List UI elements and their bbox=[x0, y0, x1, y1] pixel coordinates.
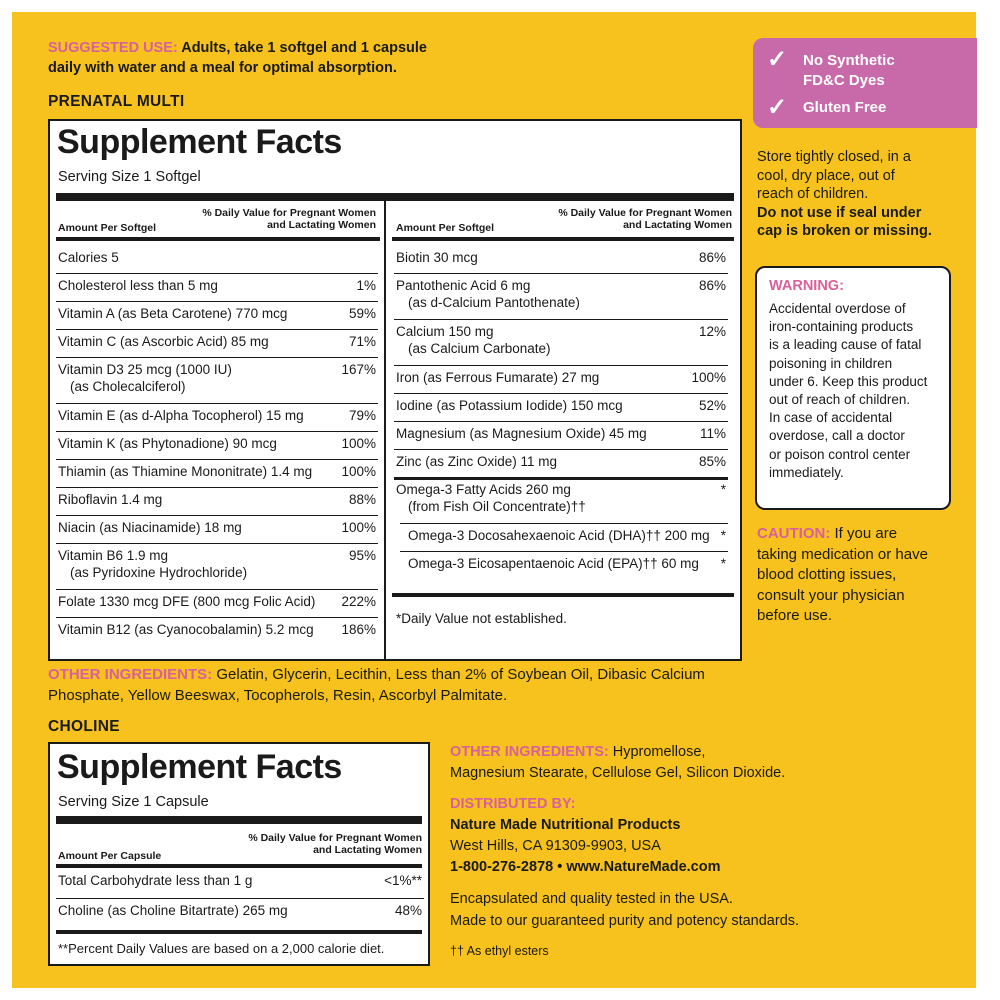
storage-line-2: cool, dry place, out of bbox=[757, 167, 895, 184]
storage-line-1: Store tightly closed, in a bbox=[757, 149, 911, 165]
prenatal-right-dv-header bbox=[522, 207, 732, 231]
prenatal-right-nutrient-name: Pantothenic Acid 6 mg bbox=[396, 278, 531, 293]
prenatal-left-row bbox=[58, 593, 376, 617]
prenatal-right-nutrient-name: Magnesium (as Magnesium Oxide) 45 mg bbox=[396, 426, 647, 441]
prenatal-right-nutrient-name: Iron (as Ferrous Fumarate) 27 mg bbox=[396, 370, 600, 385]
prenatal-footnote-text: *Daily Value not established. bbox=[396, 611, 567, 626]
choline-dv-header-1: % Daily Value for Pregnant Women bbox=[248, 832, 422, 844]
prenatal-right-row-divider bbox=[400, 551, 728, 552]
warning-line: immediately. bbox=[769, 464, 844, 480]
prenatal-left-daily-value: 88% bbox=[348, 492, 376, 507]
prenatal-left-row-divider bbox=[56, 403, 378, 404]
caution-line-4: consult your physician bbox=[757, 586, 905, 604]
other-ingredients-choline-text-2: Magnesium Stearate, Cellulose Gel, Silicon Dioxide. bbox=[450, 765, 786, 781]
prenatal-left-row-divider bbox=[56, 543, 378, 544]
prenatal-right-nutrient-name: Omega-3 Fatty Acids 260 mg bbox=[396, 482, 571, 497]
free-from-badge bbox=[753, 38, 977, 128]
prenatal-left-daily-value: 167% bbox=[341, 362, 376, 377]
prenatal-right-nutrient-name: Omega-3 Eicosapentaenoic Acid (EPA)†† 60 mg bbox=[408, 556, 699, 571]
prenatal-left-nutrient-name: Vitamin B6 1.9 mg bbox=[58, 548, 169, 563]
badge-gluten-free: Gluten Free bbox=[803, 99, 887, 116]
prenatal-left-daily-value: 95% bbox=[348, 548, 376, 563]
prenatal-facts-panel bbox=[48, 119, 742, 661]
prenatal-left-row-divider bbox=[56, 329, 378, 330]
prenatal-right-nutrient-source: (as d-Calcium Pantothenate) bbox=[408, 295, 580, 310]
warning-line: iron-containing products bbox=[769, 319, 914, 335]
prenatal-left-row-divider bbox=[56, 357, 378, 358]
prenatal-left-row bbox=[58, 547, 376, 589]
prenatal-left-row-divider bbox=[56, 617, 378, 618]
quality-line-1: Encapsulated and quality tested in the USA. bbox=[450, 891, 733, 907]
distributor-block bbox=[450, 794, 950, 878]
caution-line-5: before use. bbox=[757, 607, 833, 624]
other-ingredients-choline bbox=[450, 742, 950, 784]
prenatal-right-row bbox=[396, 397, 726, 421]
other-ingredients-choline-label: OTHER INGREDIENTS: bbox=[450, 744, 609, 760]
prenatal-left-nutrient-name: Thiamin (as Thiamine Mononitrate) 1.4 mg bbox=[58, 464, 313, 479]
badge-no-synthetic: No Synthetic bbox=[803, 52, 895, 69]
choline-nutrient-name: Total Carbohydrate less than 1 g bbox=[58, 873, 253, 888]
suggested-use-label: SUGGESTED USE: bbox=[48, 40, 178, 56]
prenatal-right-row-divider bbox=[400, 523, 728, 524]
seal-warning-line-1: Do not use if seal under bbox=[757, 204, 922, 221]
choline-row bbox=[58, 872, 422, 898]
prenatal-right-daily-value: * bbox=[720, 556, 726, 571]
prenatal-left-dv-header bbox=[166, 207, 376, 231]
quality-statement bbox=[450, 888, 970, 932]
caution-label: CAUTION: bbox=[757, 525, 831, 542]
prenatal-left-daily-value: 100% bbox=[341, 464, 376, 479]
prenatal-left-nutrient-name: Riboflavin 1.4 mg bbox=[58, 492, 163, 507]
prenatal-left-row-divider bbox=[56, 515, 378, 516]
prenatal-right-row bbox=[396, 369, 726, 393]
prenatal-left-row-divider bbox=[56, 273, 378, 274]
warning-line: Accidental overdose of bbox=[769, 301, 906, 316]
prenatal-column-divider bbox=[384, 201, 386, 659]
prenatal-right-row bbox=[396, 453, 726, 477]
prenatal-right-row bbox=[396, 481, 726, 523]
prenatal-right-row-divider bbox=[394, 477, 728, 480]
prenatal-right-daily-value: * bbox=[720, 528, 726, 543]
choline-row bbox=[58, 902, 422, 928]
caution-line-2: taking medication or have bbox=[757, 545, 928, 563]
prenatal-thick-rule bbox=[56, 193, 734, 201]
prenatal-left-nutrient-name: Vitamin B12 (as Cyanocobalamin) 5.2 mcg bbox=[58, 622, 314, 637]
other-ingredients-prenatal-label: OTHER INGREDIENTS: bbox=[48, 666, 213, 683]
choline-nutrient-name: Choline (as Choline Bitartrate) 265 mg bbox=[58, 903, 288, 918]
prenatal-left-daily-value: 222% bbox=[341, 594, 376, 609]
prenatal-left-row-divider bbox=[56, 431, 378, 432]
prenatal-right-header-rule bbox=[392, 237, 734, 241]
prenatal-left-row bbox=[58, 463, 376, 487]
prenatal-left-nutrient-name: Vitamin K (as Phytonadione) 90 mcg bbox=[58, 436, 277, 451]
choline-row-divider bbox=[56, 898, 424, 899]
choline-dv-header-2: and Lactating Women bbox=[313, 844, 422, 856]
prenatal-left-row bbox=[58, 277, 376, 301]
choline-section-title: CHOLINE bbox=[48, 718, 120, 735]
iron-warning-box bbox=[755, 266, 951, 510]
prenatal-right-row-divider bbox=[394, 273, 728, 274]
prenatal-left-nutrient-name: Vitamin D3 25 mcg (1000 IU) bbox=[58, 362, 232, 377]
caution-line-3: blood clotting issues, bbox=[757, 566, 897, 583]
caution-line-1: If you are bbox=[834, 525, 898, 542]
prenatal-left-row bbox=[58, 491, 376, 515]
caution-text bbox=[757, 524, 957, 627]
checkmark-icon: ✓ bbox=[767, 46, 788, 73]
prenatal-left-dv-header-1: % Daily Value for Pregnant Women bbox=[202, 207, 376, 219]
warning-line: out of reach of children. bbox=[769, 392, 911, 408]
prenatal-left-row bbox=[58, 305, 376, 329]
prenatal-left-row-divider bbox=[56, 589, 378, 590]
prenatal-left-nutrient-name: Niacin (as Niacinamide) 18 mg bbox=[58, 520, 242, 535]
prenatal-right-daily-value: 86% bbox=[698, 250, 726, 265]
checkmark-icon: ✓ bbox=[767, 94, 788, 121]
prenatal-left-nutrient-name: Vitamin A (as Beta Carotene) 770 mcg bbox=[58, 306, 288, 321]
prenatal-left-row bbox=[58, 519, 376, 543]
warning-line: under 6. Keep this product bbox=[769, 373, 928, 389]
prenatal-right-nutrient-name: Iodine (as Potassium Iodide) 150 mcg bbox=[396, 398, 623, 413]
prenatal-left-daily-value: 79% bbox=[348, 408, 376, 423]
prenatal-left-daily-value: 71% bbox=[348, 334, 376, 349]
prenatal-right-daily-value: 86% bbox=[698, 278, 726, 293]
suggested-use bbox=[48, 38, 488, 78]
choline-daily-value: 48% bbox=[394, 903, 422, 918]
prenatal-left-nutrient-name: Cholesterol less than 5 mg bbox=[58, 278, 218, 293]
prenatal-left-header-rule bbox=[56, 237, 380, 241]
prenatal-right-daily-value: 85% bbox=[698, 454, 726, 469]
storage-instructions bbox=[757, 148, 957, 241]
warning-line: or poison control center bbox=[769, 446, 911, 462]
prenatal-facts-title: Supplement Facts bbox=[57, 123, 342, 161]
prenatal-left-amount-header: Amount Per Softgel bbox=[58, 222, 157, 234]
prenatal-right-amount-header: Amount Per Softgel bbox=[396, 222, 495, 234]
choline-footnote-rule bbox=[56, 930, 422, 934]
prenatal-right-daily-value: * bbox=[720, 482, 726, 497]
prenatal-left-row bbox=[58, 361, 376, 403]
prenatal-right-row-divider bbox=[394, 393, 728, 394]
prenatal-footnote-rule bbox=[392, 593, 734, 597]
prenatal-right-nutrient-name: Biotin 30 mcg bbox=[396, 250, 478, 265]
other-ingredients-prenatal bbox=[48, 664, 748, 706]
prenatal-left-row bbox=[58, 249, 376, 273]
prenatal-right-daily-value: 12% bbox=[698, 324, 726, 339]
prenatal-left-row-divider bbox=[56, 487, 378, 488]
prenatal-left-daily-value: 1% bbox=[356, 278, 376, 293]
prenatal-left-row bbox=[58, 407, 376, 431]
prenatal-right-row bbox=[396, 425, 726, 449]
warning-line: is a leading cause of fatal bbox=[769, 337, 922, 353]
choline-amount-header: Amount Per Capsule bbox=[58, 850, 162, 862]
seal-warning-line-2: cap is broken or missing. bbox=[757, 223, 932, 239]
prenatal-right-nutrient-name: Omega-3 Docosahexaenoic Acid (DHA)†† 200 mg bbox=[408, 528, 710, 543]
prenatal-left-daily-value: 59% bbox=[348, 306, 376, 321]
prenatal-right-daily-value: 100% bbox=[691, 370, 726, 385]
prenatal-left-nutrient-name: Vitamin C (as Ascorbic Acid) 85 mg bbox=[58, 334, 269, 349]
prenatal-right-daily-value: 11% bbox=[699, 426, 726, 441]
other-ingredients-prenatal-text-2: Phosphate, Yellow Beeswax, Tocopherols, Resin, Ascorbyl Palmitate. bbox=[48, 687, 508, 704]
prenatal-right-row-divider bbox=[394, 421, 728, 422]
distributor-label: DISTRIBUTED BY: bbox=[450, 796, 576, 812]
prenatal-left-nutrient-name: Calories 5 bbox=[58, 250, 119, 265]
choline-header-rule bbox=[56, 864, 422, 868]
prenatal-right-dv-header-1: % Daily Value for Pregnant Women bbox=[558, 207, 732, 219]
choline-footnote-text: **Percent Daily Values are based on a 2,000 calorie diet. bbox=[58, 941, 385, 956]
prenatal-left-row bbox=[58, 333, 376, 357]
prenatal-left-nutrient-name: Folate 1330 mcg DFE (800 mcg Folic Acid) bbox=[58, 594, 316, 609]
prenatal-right-row bbox=[396, 323, 726, 365]
prenatal-left-row bbox=[58, 435, 376, 459]
prenatal-right-dv-header-2: and Lactating Women bbox=[623, 219, 732, 231]
choline-facts-title: Supplement Facts bbox=[57, 748, 342, 786]
prenatal-left-row bbox=[58, 621, 376, 645]
prenatal-right-row bbox=[396, 277, 726, 319]
suggested-use-text: Adults, take 1 softgel and 1 capsule bbox=[181, 40, 427, 56]
prenatal-left-row-divider bbox=[56, 301, 378, 302]
warning-line: overdose, call a doctor bbox=[769, 428, 905, 444]
distributor-address: West Hills, CA 91309-9903, USA bbox=[450, 838, 661, 854]
warning-line: poisoning in children bbox=[769, 355, 893, 371]
distributor-contact: 1-800-276-2878 • www.NatureMade.com bbox=[450, 859, 721, 875]
prenatal-right-daily-value: 52% bbox=[698, 398, 726, 413]
prenatal-right-row-divider bbox=[394, 449, 728, 450]
prenatal-right-nutrient-name: Calcium 150 mg bbox=[396, 324, 494, 339]
prenatal-serving-size: Serving Size 1 Softgel bbox=[58, 169, 201, 185]
choline-facts-panel bbox=[48, 742, 430, 966]
prenatal-left-dv-header-2: and Lactating Women bbox=[267, 219, 376, 231]
prenatal-left-daily-value: 100% bbox=[341, 520, 376, 535]
prenatal-left-nutrient-source: (as Pyridoxine Hydrochloride) bbox=[70, 565, 248, 580]
prenatal-right-row bbox=[396, 249, 726, 273]
prenatal-left-row-divider bbox=[56, 459, 378, 460]
prenatal-right-nutrient-source: (as Calcium Carbonate) bbox=[408, 341, 551, 356]
prenatal-left-nutrient-source: (as Cholecalciferol) bbox=[70, 379, 186, 394]
ethyl-esters-footnote: †† As ethyl esters bbox=[450, 944, 549, 958]
choline-dv-header bbox=[202, 832, 422, 856]
choline-serving-size: Serving Size 1 Capsule bbox=[58, 794, 209, 810]
suggested-use-text-2: daily with water and a meal for optimal absorption. bbox=[48, 60, 397, 76]
prenatal-right-row bbox=[396, 527, 726, 551]
distributor-name: Nature Made Nutritional Products bbox=[450, 817, 681, 833]
prenatal-section-title: PRENATAL MULTI bbox=[48, 93, 185, 110]
warning-line: In case of accidental bbox=[769, 410, 893, 426]
warning-title: WARNING: bbox=[769, 278, 844, 294]
other-ingredients-prenatal-text: Gelatin, Glycerin, Lecithin, Less than 2% of Soybean Oil, Dibasic Calcium bbox=[216, 666, 705, 683]
prenatal-right-row-divider bbox=[394, 319, 728, 320]
choline-daily-value: <1%** bbox=[384, 873, 422, 888]
quality-line-2: Made to our guaranteed purity and potency standards. bbox=[450, 913, 800, 929]
prenatal-left-daily-value: 100% bbox=[341, 436, 376, 451]
choline-thick-rule bbox=[56, 816, 422, 824]
other-ingredients-choline-text: Hypromellose, bbox=[612, 744, 706, 760]
warning-text bbox=[769, 300, 949, 482]
prenatal-right-row bbox=[396, 555, 726, 579]
prenatal-right-row-divider bbox=[394, 365, 728, 366]
prenatal-right-nutrient-name: Zinc (as Zinc Oxide) 11 mg bbox=[396, 454, 558, 469]
prenatal-left-nutrient-name: Vitamin E (as d-Alpha Tocopherol) 15 mg bbox=[58, 408, 304, 423]
prenatal-right-nutrient-source: (from Fish Oil Concentrate)†† bbox=[408, 499, 586, 514]
prenatal-left-daily-value: 186% bbox=[341, 622, 376, 637]
badge-dyes: FD&C Dyes bbox=[803, 72, 885, 89]
storage-line-3: reach of children. bbox=[757, 186, 869, 202]
